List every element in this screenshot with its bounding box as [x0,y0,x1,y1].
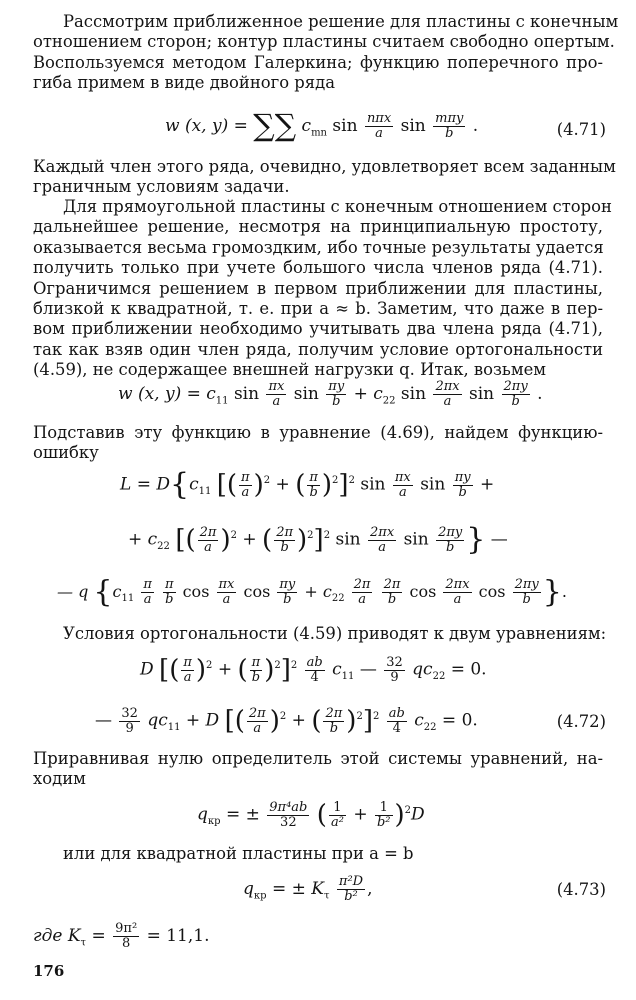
denominator: a [143,592,152,607]
text-line: так как взяв один член ряда, получим условие ортогональности [33,339,603,359]
eq-end: . [472,116,479,136]
numerator: 1 [329,801,346,816]
brace: } [466,522,486,558]
sub: 11 [167,722,181,734]
denominator: b [283,592,292,607]
denominator: b [280,539,289,555]
numerator: 2π [353,577,371,592]
numerator: 2π [248,705,266,721]
numerator: 2πx [445,577,470,592]
denominator: 9 [390,669,399,685]
fraction [163,578,176,607]
numerator: πx [268,379,285,394]
denominator: b² [344,889,358,904]
denominator: b [332,394,341,409]
equals-zero: = 0. [441,710,478,731]
text-line: Приравнивая нулю определитель этой системы уравнений, на- [33,749,603,768]
numerator: 2π [199,524,217,540]
sub: τ [80,937,87,949]
eq-lhs: L = D [120,474,170,495]
denominator: b [329,720,339,736]
sub: 11 [341,671,355,683]
power: 2 [372,711,380,722]
fraction [365,112,393,141]
denominator: a [378,539,386,555]
fraction [217,578,237,607]
equation-L-line-2 [128,522,508,558]
plus-term: + c [353,384,383,404]
numerator: π [309,469,318,485]
bracket: ] [280,655,291,686]
denominator: a [358,592,366,607]
power: 2 [307,530,314,541]
fraction [387,707,407,736]
bracket: ) [253,470,264,501]
denominator: a [222,592,231,607]
fraction [277,578,297,607]
fraction [266,380,286,409]
sub: 11 [215,395,229,407]
numerator: 2πx [435,379,460,394]
numerator: ab [306,654,323,670]
sub: 22 [157,541,170,553]
denominator: 8 [122,936,131,951]
text-line: или для квадратной пластины при a = b [63,844,414,863]
numerator: πy [279,577,296,592]
denominator: 9 [125,720,134,736]
text-line: оказывается весьма громоздким, ибо точные результаты удается [33,237,604,257]
sin-function: sin [469,384,495,404]
bracket: ) [346,706,357,737]
fraction [181,656,194,685]
eq-end: , [367,879,373,899]
text-line: Подставив эту функцию в уравнение (4.69), найдем функцию- [33,423,603,442]
value: = 11,1. [146,926,210,946]
sin-function: sin [360,474,386,495]
power: 2 [332,475,339,486]
denominator: b [309,484,318,500]
fraction [443,578,471,607]
denominator: b [522,592,531,607]
text-line: ходим [33,769,86,789]
bracket: ) [321,470,333,501]
bracket: ( [262,525,273,556]
paragraph-orthogonality [63,624,607,644]
plus-sign: + [275,474,290,495]
coef: c [332,659,342,680]
minus-sign: — [359,659,377,680]
cos-function: cos [409,582,437,601]
equation-4-72-first [140,655,487,688]
power: 2 [206,660,213,671]
text-line: получить только при учете большого числа членов ряда (4.71). [33,258,603,278]
fraction [329,801,346,830]
bracket: ( [237,655,248,686]
power: 2 [230,530,237,541]
text-line: Каждый член этого ряда, очевидно, удовлетворяет всем заданным [33,157,616,176]
paragraph-rect-plate [33,197,612,381]
paragraph-boundary [33,157,616,198]
equation-number: (4.72) [556,712,606,731]
text-line: Рассмотрим приближенное решение для пластины с конечным [63,12,619,31]
text-line: граничным условиям задачи. [33,177,290,197]
coef: c [112,582,122,601]
sub: 22 [423,722,437,734]
sin-function: sin [420,474,446,495]
numerator: 2πy [514,577,539,592]
q-symbol: q [243,879,254,899]
fraction [267,801,309,830]
numerator: πx [218,577,235,592]
text-line: близкой к квадратной, т. е. при a ≈ b. Заметим, что даже в пер- [33,299,603,319]
equals-zero: = 0. [450,659,487,680]
equation-qkp-general [197,800,425,833]
fraction [433,380,461,409]
denominator: a [443,394,452,409]
plus-term: + c [128,529,158,550]
plus-sign: + [480,474,495,495]
cos-function: cos [182,582,210,601]
fraction [453,471,473,500]
text-line: Для прямоугольной пластины с конечным отношением сторон [63,197,612,216]
power: 2 [279,711,287,722]
denominator: b² [376,814,391,830]
fraction [250,656,263,685]
fraction [384,656,405,685]
equals-sign: = [91,926,106,946]
text-line: вом приближении необходимо учитывать два члена ряда (4.71), [33,319,603,339]
eq-end: . [561,582,567,601]
sub: τ [323,890,330,902]
eq-coef: c [301,116,312,136]
definition-K-tau [33,922,209,954]
numerator: π [241,469,250,485]
denominator: b [165,592,174,607]
fraction [274,526,295,555]
D-symbol: D [411,804,425,825]
plus-sign: + [291,710,306,731]
bracket: [( [159,655,180,686]
equation-w-two-terms [118,380,543,412]
bracket: ) [269,706,280,737]
text-line: отношением сторон; контур пластины считаем свободно опертым. [33,32,615,52]
fraction [239,471,252,500]
sin-function: sin [233,384,260,404]
numerator: πy [454,469,471,485]
bracket: ( [295,470,306,501]
power: 2 [274,660,281,671]
bracket: ) [394,800,405,831]
denominator: a [253,720,262,736]
paragraph-substitute [33,423,603,464]
sin-function: sin [400,384,427,404]
sin-function: sin [403,529,429,550]
denominator: b [511,394,520,409]
denominator: a [183,669,192,685]
fraction [141,578,154,607]
bracket: [( [175,525,196,556]
denominator: a [241,484,250,500]
equation-4-72-second [95,706,478,739]
bracket: ( [316,800,327,831]
brace: { [93,574,113,610]
fraction [393,471,413,500]
text-line: дальнейшее решение, несмотря на принципиальную простоту, [33,217,603,237]
bracket: ( [311,706,322,737]
minus-sign: — [95,710,112,731]
text-line: гиба примем в виде двойного ряда [33,73,335,93]
qc-term: qc [147,710,168,731]
bracket: [( [224,706,245,737]
plus-minus: = ± [225,804,260,825]
double-sum-symbol: ∑∑ [253,108,297,144]
brace: { [169,467,190,503]
plus-sign: + [217,659,233,680]
text-line: (4.59), не содержащее внешней нагрузки q. Итак, возьмем [33,360,547,380]
fraction [113,922,139,951]
fraction [337,875,365,904]
power: 2 [404,805,412,816]
coef: c [414,710,424,731]
fraction [375,801,393,830]
paragraph-intro [33,12,619,94]
fraction [368,526,396,555]
equation-4-71 [165,108,479,144]
fraction [323,707,344,736]
minus-q: — q [57,582,89,601]
equation-L-line-1 [120,467,495,503]
bracket: ] [338,470,349,501]
numerator: π²D [338,874,364,889]
denominator: a [398,484,407,500]
denominator: b [387,592,397,607]
sub: 22 [331,593,345,605]
bracket: ] [362,706,373,737]
sub: 11 [121,593,135,605]
fraction [305,656,325,685]
numerator: mπy [435,111,464,126]
minus-sign: — [490,529,508,550]
power: 2 [290,660,298,671]
fraction [119,707,140,736]
denominator: a [204,539,212,555]
numerator: πx [394,469,411,485]
fraction [352,578,373,607]
brace: } [542,574,562,610]
bracket: [( [216,470,238,501]
eq-coef-sub: mn [311,127,327,139]
numerator: 32 [386,654,403,670]
numerator: π [164,577,174,592]
plus-sign: + [242,529,257,550]
equation-number: (4.73) [556,880,606,899]
sub: 11 [198,486,212,498]
numerator: 1 [375,801,393,816]
fraction [436,526,464,555]
plus-sign: + [353,804,368,825]
eq-lhs: w (x, y) = c [118,384,216,404]
eq-end: . [537,384,543,404]
fraction [513,578,541,607]
fraction [326,380,346,409]
sin-function: sin [332,116,358,136]
numerator: π [143,577,152,592]
numerator: 2π [276,524,294,540]
numerator: 2π [383,577,401,592]
numerator: nπx [366,111,392,126]
sub: 22 [432,671,446,683]
sin-function: sin [400,116,426,136]
D-symbol: D [140,659,154,680]
numerator: ab [388,705,405,721]
bracket: ) [297,525,308,556]
power: 2 [348,475,355,486]
sin-function: sin [335,529,361,550]
fraction [247,707,268,736]
cos-function: cos [478,582,506,601]
fraction [307,471,320,500]
sub: 22 [382,395,396,407]
bracket: ) [220,525,231,556]
numerator: 2πx [370,524,395,540]
fraction [382,578,403,607]
numerator: 9π⁴ab [269,799,308,815]
denominator: b [445,126,454,141]
text-line: ошибку [33,443,99,463]
denominator: 32 [280,814,297,830]
denominator: a² [330,814,344,830]
page-number: 176 [33,962,65,980]
denominator: a [453,592,462,607]
denominator: 4 [392,720,401,736]
fraction [198,526,219,555]
plus-minus-K: = ± K [271,879,324,899]
denominator: b [251,669,261,685]
text-line: Условия ортогональности (4.59) приводят к двум уравнениям: [63,624,607,643]
text-line: Ограничимся решением в первом приближении для пластины, [33,278,603,298]
numerator: πy [328,379,345,394]
sub: кр [253,890,267,902]
numerator: 9π² [115,921,138,936]
numerator: 2πy [438,524,463,540]
plus-term: + c [304,582,332,601]
sub: кр [207,816,221,828]
denominator: 4 [310,669,319,685]
bracket: ] [313,525,324,556]
numerator: 2π [325,705,343,721]
denominator: a [375,126,383,141]
plus-D: + D [185,710,220,731]
eq-lhs: w (x, y) = [165,116,248,136]
cos-function: cos [243,582,271,601]
paragraph-square-plate [63,844,603,864]
equation-L-line-3 [57,574,567,610]
fraction [433,112,465,141]
q-symbol: q [197,804,208,825]
equation-number: (4.71) [556,120,606,139]
equation-4-73 [243,875,373,907]
fraction [502,380,530,409]
bracket: ) [264,655,275,686]
denominator: b [458,484,467,500]
qc-term: qc [412,659,433,680]
denominator: a [272,394,281,409]
text-line: Воспользуемся методом Галеркина; функцию поперечного про- [33,52,603,72]
numerator: 32 [121,705,138,721]
denominator: b [446,539,455,555]
where-prefix: где K [33,926,81,946]
power: 2 [356,711,363,722]
numerator: 2πy [503,379,528,394]
numerator: π [251,654,261,670]
paragraph-determinant [33,749,603,790]
numerator: π [183,654,192,670]
coef: c [189,474,199,495]
power: 2 [323,530,331,541]
bracket: ) [195,655,207,686]
sin-function: sin [293,384,319,404]
power: 2 [263,475,271,486]
